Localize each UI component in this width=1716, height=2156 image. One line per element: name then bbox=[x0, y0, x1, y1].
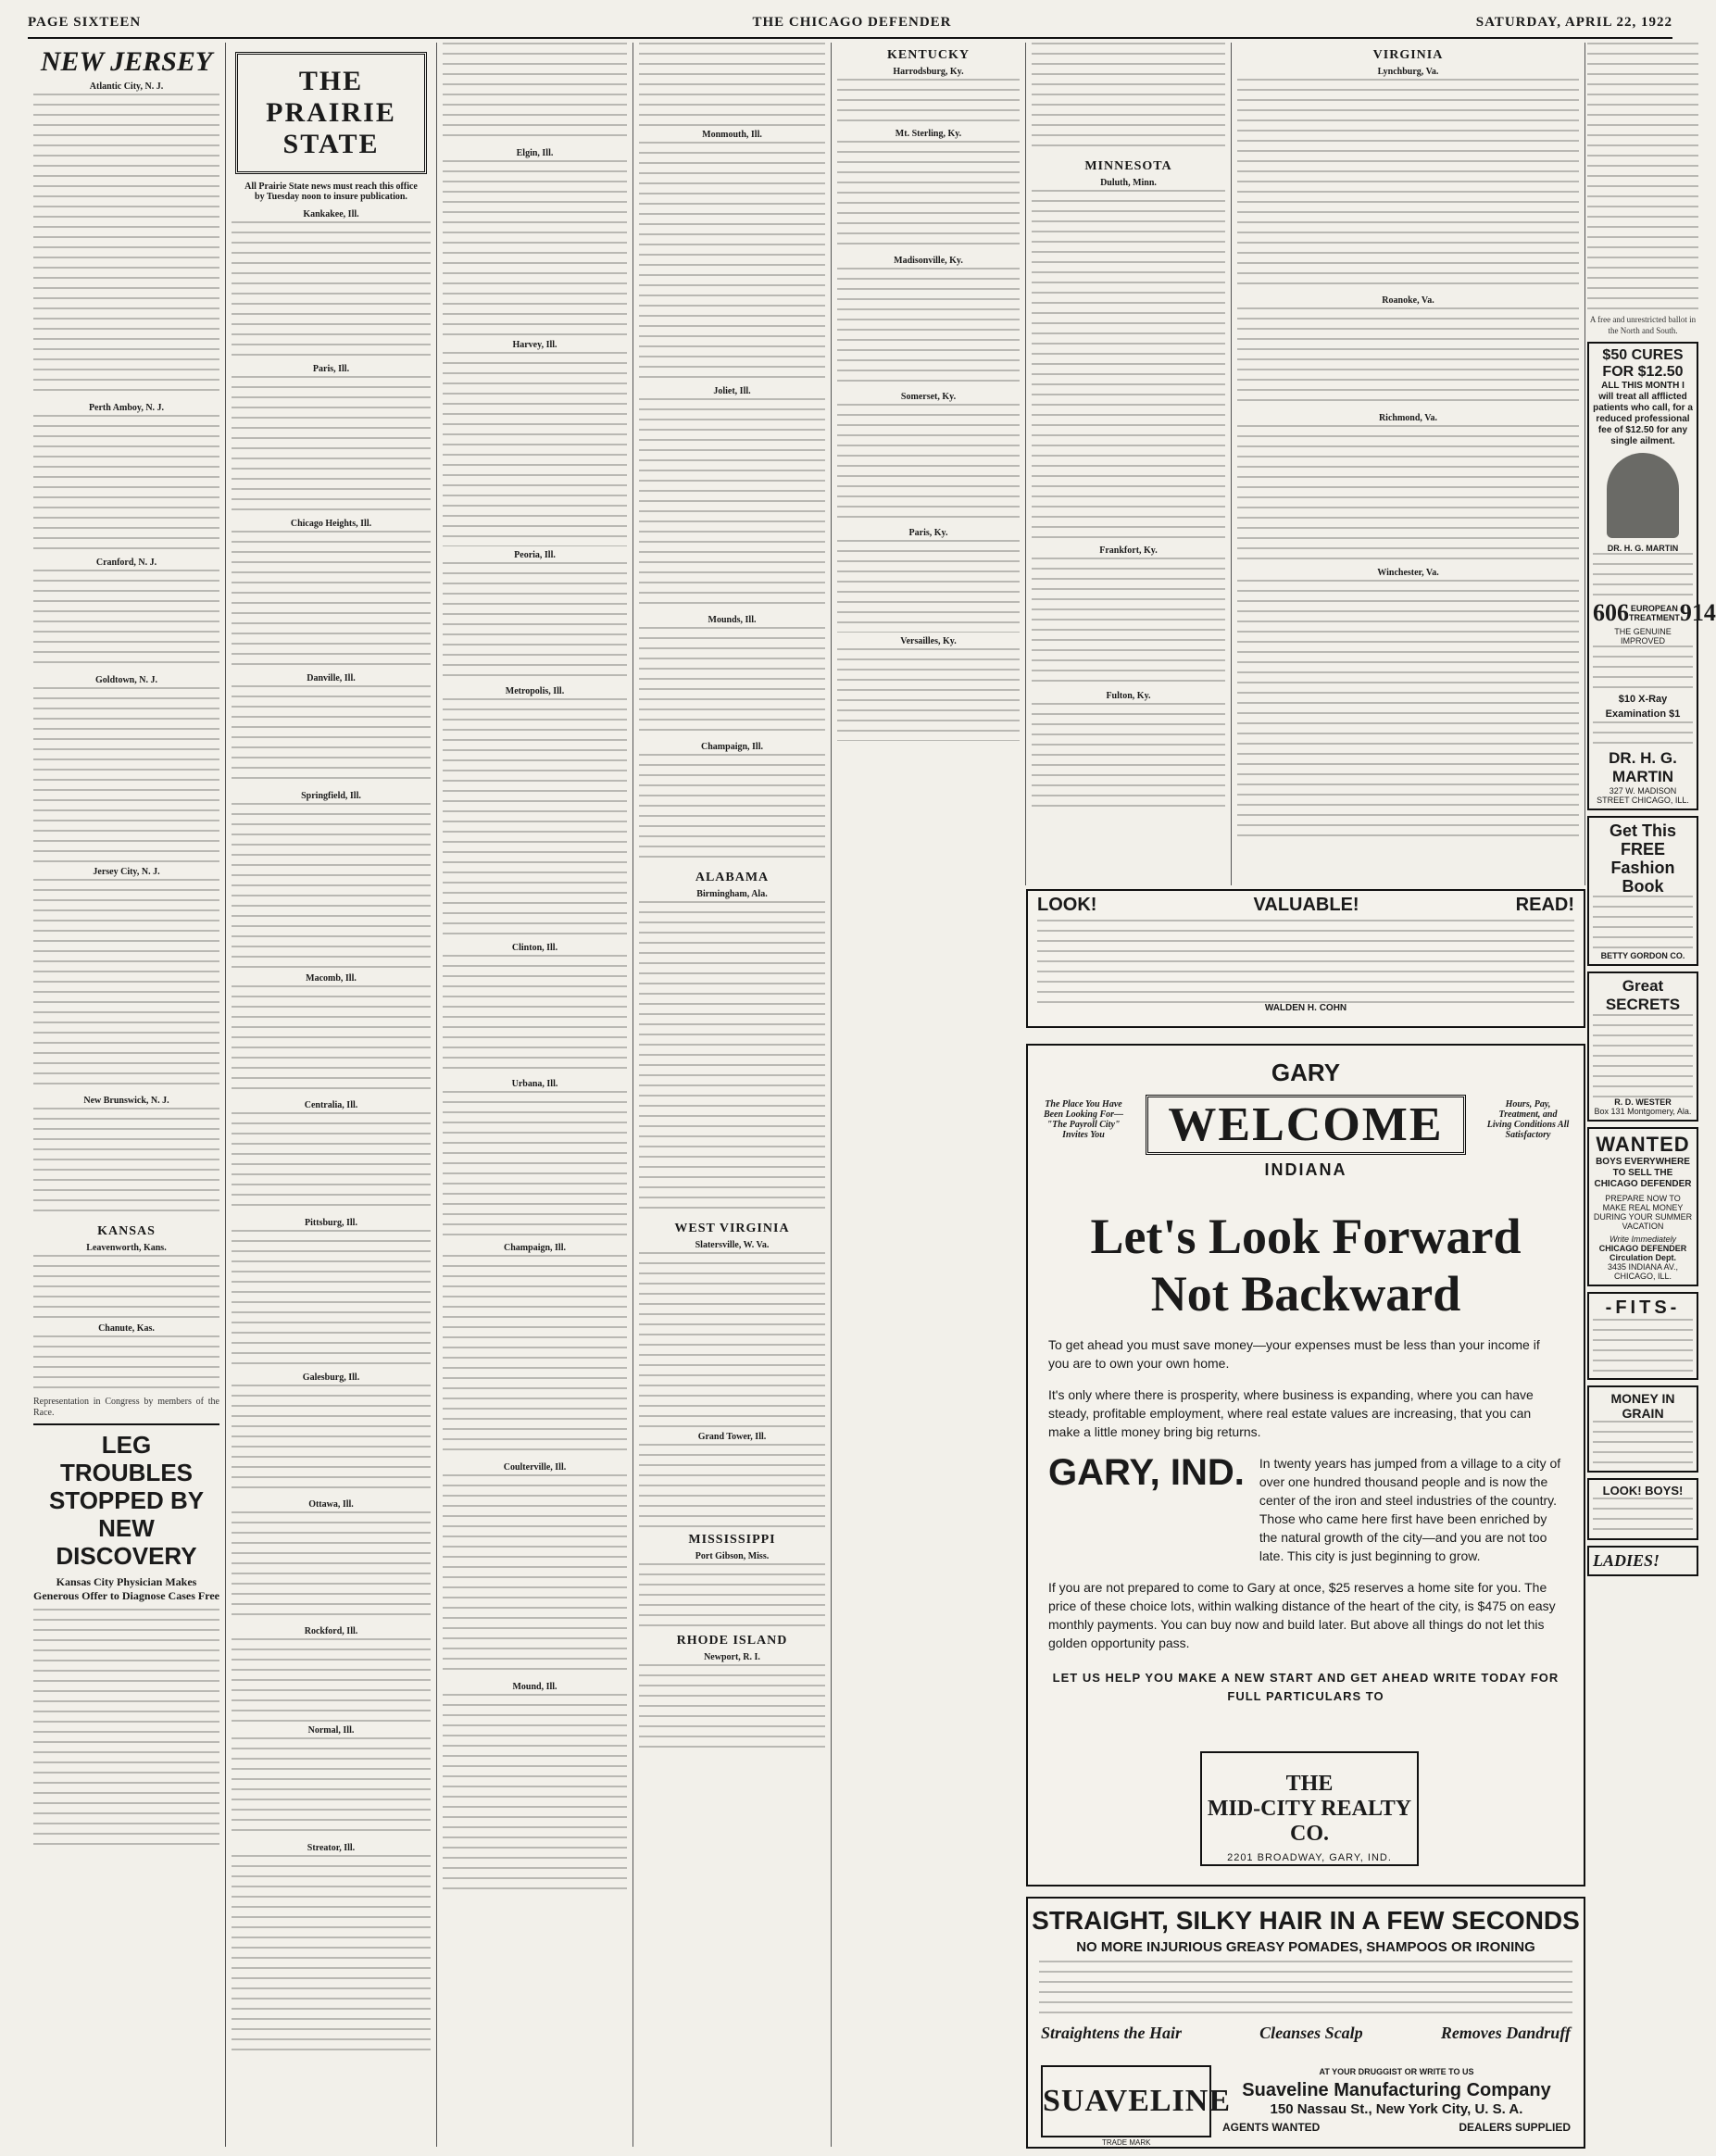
prairie-state-note: All Prairie State news must reach this office by Tuesday noon to insure publication. bbox=[244, 182, 418, 202]
suaveline-ad bbox=[1026, 1897, 1585, 2149]
leg-troubles-subhead: Kansas City Physician Makes Generous Offer to Diagnose Cases Free bbox=[33, 1575, 219, 1602]
look-word: LOOK! bbox=[1037, 895, 1097, 915]
boys-headline: LOOK! BOYS! bbox=[1602, 1484, 1684, 1498]
gary-paragraph-4: If you are not prepared to come to Gary at once, $25 reserves a home site for you. The price of these choice lots, within walking distance of the heart of the city, is $475 on easy monthly payments. You can buy now and build later. But above all things do not let this golden opportunity pass. bbox=[1048, 1580, 1556, 1650]
article-text bbox=[639, 1252, 825, 1428]
article-text bbox=[837, 141, 1020, 252]
article-text bbox=[443, 1694, 627, 1898]
town-heading: Perth Amboy, N. J. bbox=[88, 403, 165, 413]
article-text bbox=[232, 1638, 431, 1722]
fashion-company: BETTY GORDON CO. bbox=[1600, 951, 1685, 960]
great-secrets-ad bbox=[1587, 971, 1698, 1122]
genuine-improved: THE GENUINE IMPROVED bbox=[1614, 627, 1672, 646]
num-606: 606 bbox=[1593, 599, 1629, 626]
article-text bbox=[443, 562, 627, 683]
article-text bbox=[33, 570, 219, 671]
town-heading: Galesburg, Ill. bbox=[302, 1373, 360, 1383]
column-prairie-state bbox=[226, 43, 437, 2147]
article-text bbox=[639, 1563, 825, 1628]
article-text bbox=[232, 221, 431, 360]
article-text bbox=[837, 268, 1020, 388]
suaveline-logo: SUAVELINE bbox=[1041, 2065, 1211, 2137]
column-illinois-continued bbox=[437, 43, 633, 2147]
town-heading: Lynchburg, Va. bbox=[1377, 67, 1439, 77]
article-text bbox=[232, 376, 431, 515]
martin-name: DR. H. G. MARTIN bbox=[1609, 749, 1677, 785]
boys-ad bbox=[1587, 1478, 1698, 1540]
town-heading: Newport, R. I. bbox=[704, 1652, 760, 1662]
article-text bbox=[837, 648, 1020, 741]
article-text bbox=[1032, 703, 1225, 814]
druggist-line: AT YOUR DRUGGIST OR WRITE TO US bbox=[1319, 2067, 1474, 2076]
article-text bbox=[33, 1108, 219, 1219]
article-text bbox=[232, 1737, 431, 1839]
state-heading-minnesota: MINNESOTA bbox=[1084, 159, 1172, 173]
gary-welcome: WELCOME bbox=[1146, 1095, 1466, 1155]
ad-body-text bbox=[1039, 1961, 1572, 2018]
town-heading: Champaign, Ill. bbox=[504, 1243, 566, 1253]
ad-signature: WALDEN H. COHN bbox=[1264, 1003, 1347, 1013]
gary-paragraph-2: It's only where there is prosperity, where business is expanding, where you can have steady, profitable employment, where real estate values are increasing, that you can make a little money bring big returns. bbox=[1048, 1387, 1534, 1439]
column-virginia-right bbox=[1232, 43, 1585, 885]
town-heading: Somerset, Ky. bbox=[900, 392, 957, 402]
article-text bbox=[1237, 79, 1579, 292]
article-text bbox=[639, 901, 825, 1216]
article-text bbox=[1587, 43, 1698, 311]
article-text bbox=[443, 1474, 627, 1678]
fashion-headline: Get This FREE Fashion Book bbox=[1609, 821, 1676, 896]
town-heading: Leavenworth, Kans. bbox=[86, 1243, 167, 1253]
article-text bbox=[443, 698, 627, 939]
town-heading: Mounds, Ill. bbox=[708, 615, 757, 625]
town-heading: Chanute, Kas. bbox=[98, 1323, 155, 1334]
grain-headline: MONEY IN GRAIN bbox=[1610, 1391, 1675, 1421]
tag-cleanses: Cleanses Scalp bbox=[1259, 2024, 1363, 2042]
town-heading: Paris, Ky. bbox=[908, 528, 948, 538]
martin-address: 327 W. MADISON STREET CHICAGO, ILL. bbox=[1597, 786, 1689, 805]
dealers-supplied: DEALERS SUPPLIED bbox=[1459, 2121, 1571, 2134]
article-text bbox=[1032, 558, 1225, 687]
article-text bbox=[639, 627, 825, 738]
suaveline-subhead: NO MORE INJURIOUS GREASY POMADES, SHAMPOOS OR IRONING bbox=[1076, 1939, 1535, 1955]
town-heading: Harvey, Ill. bbox=[512, 340, 557, 350]
article-text bbox=[639, 1444, 825, 1527]
article-text bbox=[639, 398, 825, 611]
column-right-ads bbox=[1585, 43, 1716, 2147]
article-text bbox=[443, 43, 627, 144]
num-914: 914 bbox=[1679, 599, 1716, 626]
state-heading-mississippi: MISSISSIPPI bbox=[688, 1533, 776, 1547]
column-mixed-states bbox=[633, 43, 832, 2147]
article-text bbox=[1032, 43, 1225, 154]
doctor-caption: DR. H. G. MARTIN bbox=[1607, 544, 1679, 553]
article-text bbox=[232, 1230, 431, 1369]
state-heading-virginia: VIRGINIA bbox=[1372, 48, 1444, 62]
town-heading: Kankakee, Ill. bbox=[303, 209, 359, 219]
secrets-headline: Great SECRETS bbox=[1605, 977, 1681, 1013]
newspaper-name: THE CHICAGO DEFENDER bbox=[752, 15, 952, 30]
article-text bbox=[232, 1511, 431, 1623]
ad-body-text bbox=[1593, 553, 1693, 599]
wanted-headline: WANTED bbox=[1596, 1133, 1690, 1156]
town-heading: Streator, Ill. bbox=[307, 1843, 356, 1853]
ad-body-text bbox=[1593, 1319, 1693, 1374]
article-text bbox=[443, 352, 627, 546]
town-heading: Danville, Ill. bbox=[307, 673, 356, 683]
page-label: PAGE SIXTEEN bbox=[28, 15, 142, 30]
article-text bbox=[443, 955, 627, 1075]
cures-sub: ALL THIS MONTH I will treat all afflicted patients who call, for a reduced professional fee of $12.50 for any single ailment. bbox=[1593, 381, 1693, 446]
trademark-label: TRADE MARK bbox=[1102, 2138, 1151, 2147]
ad-body-text bbox=[1593, 646, 1693, 692]
town-heading: Rockford, Ill. bbox=[304, 1626, 358, 1636]
town-heading: Fulton, Ky. bbox=[1106, 691, 1151, 701]
town-heading: Birmingham, Ala. bbox=[696, 889, 768, 899]
wanted-address: 3435 INDIANA AV., CHICAGO, ILL. bbox=[1607, 1262, 1679, 1281]
town-heading: Madisonville, Ky. bbox=[894, 256, 963, 266]
agents-wanted: AGENTS WANTED bbox=[1222, 2121, 1321, 2134]
town-heading: Springfield, Ill. bbox=[301, 791, 361, 801]
town-heading: Harrodsburg, Ky. bbox=[893, 67, 964, 77]
ballot-note: A free and unrestricted ballot in the North and South. bbox=[1589, 315, 1697, 335]
article-text bbox=[232, 531, 431, 670]
town-heading: Atlantic City, N. J. bbox=[89, 81, 164, 92]
gary-city: GARY bbox=[1271, 1059, 1341, 1086]
town-heading: Grand Tower, Ill. bbox=[697, 1432, 767, 1442]
town-heading: Paris, Ill. bbox=[312, 364, 350, 374]
state-heading-kentucky: KENTUCKY bbox=[887, 48, 970, 62]
town-heading: Clinton, Ill. bbox=[511, 943, 558, 953]
article-text bbox=[33, 1255, 219, 1320]
town-heading: Mound, Ill. bbox=[512, 1682, 557, 1692]
article-text bbox=[232, 685, 431, 787]
ad-body-text bbox=[1037, 920, 1574, 1003]
article-text bbox=[443, 1255, 627, 1459]
town-heading: Peoria, Ill. bbox=[514, 550, 556, 560]
wanted-ad bbox=[1587, 1127, 1698, 1286]
article-text bbox=[837, 404, 1020, 524]
fits-headline: -FITS- bbox=[1605, 1297, 1681, 1318]
masthead bbox=[28, 13, 1672, 39]
state-heading-rhode-island: RHODE ISLAND bbox=[676, 1634, 788, 1648]
town-heading: Duluth, Minn. bbox=[1100, 178, 1157, 188]
town-heading: Macomb, Ill. bbox=[306, 973, 357, 984]
town-heading: Slatersville, W. Va. bbox=[695, 1240, 770, 1250]
town-heading: Roanoke, Va. bbox=[1382, 295, 1434, 306]
realty-name: MID-CITY REALTY CO. bbox=[1207, 1797, 1412, 1846]
suaveline-company: Suaveline Manufacturing Company bbox=[1242, 2080, 1551, 2100]
article-text bbox=[1032, 190, 1225, 542]
article-text bbox=[33, 94, 219, 399]
article-text bbox=[232, 1112, 431, 1214]
gary-side-left: The Place You Have Been Looking For— "The Payroll City" Invites You bbox=[1043, 1099, 1124, 1140]
tag-removes: Removes Dandruff bbox=[1440, 2024, 1571, 2042]
ad-body-text bbox=[1593, 896, 1693, 951]
article-text bbox=[33, 415, 219, 554]
gary-headline-2: Not Backward bbox=[1150, 1266, 1461, 1322]
wanted-dept: CHICAGO DEFENDER Circulation Dept. bbox=[1598, 1244, 1687, 1262]
town-heading: Ottawa, Ill. bbox=[308, 1499, 354, 1510]
town-heading: Champaign, Ill. bbox=[701, 742, 763, 752]
town-heading: Chicago Heights, Ill. bbox=[290, 519, 372, 529]
wanted-mid: PREPARE NOW TO MAKE REAL MONEY DURING YOUR SUMMER VACATION bbox=[1593, 1194, 1693, 1231]
gary-call-to-action: LET US HELP YOU MAKE A NEW START AND GET AHEAD WRITE TODAY FOR FULL PARTICULARS TO bbox=[1052, 1671, 1559, 1703]
article-text bbox=[443, 160, 627, 336]
article-text bbox=[443, 1091, 627, 1239]
town-heading: Richmond, Va. bbox=[1378, 413, 1438, 423]
article-text bbox=[1237, 580, 1579, 839]
mid-city-realty-box bbox=[1200, 1751, 1419, 1866]
article-text bbox=[639, 142, 825, 382]
ad-body-text bbox=[1593, 1421, 1693, 1467]
ladies-headline: LADIES! bbox=[1593, 1551, 1660, 1570]
gary-paragraph-3: In twenty years has jumped from a village to a city of over one hundred thousand people and is now the center of the iron and steel industries of the country. Those who came here first have been enriched by the natural growth of the city—and you are not too late. This city is just beginning to grow. bbox=[1259, 1456, 1561, 1563]
secrets-address: Box 131 Montgomery, Ala. bbox=[1594, 1107, 1692, 1116]
town-heading: Centralia, Ill. bbox=[304, 1100, 358, 1110]
article-text bbox=[33, 1609, 219, 1849]
european-treatment: EUROPEAN TREATMENT bbox=[1629, 604, 1680, 622]
fashion-book-ad bbox=[1587, 816, 1698, 966]
look-valuable-ad bbox=[1026, 889, 1585, 1028]
town-heading: Metropolis, Ill. bbox=[505, 686, 565, 696]
town-heading: Cranford, N. J. bbox=[95, 558, 157, 568]
fits-ad bbox=[1587, 1292, 1698, 1380]
ladies-ad bbox=[1587, 1546, 1698, 1576]
state-heading-new-jersey: NEW JERSEY bbox=[40, 46, 213, 77]
article-text bbox=[837, 540, 1020, 633]
column-kentucky bbox=[832, 43, 1026, 885]
gary-ind-big: GARY, IND. bbox=[1048, 1452, 1245, 1493]
suaveline-address: 150 Nassau St., New York City, U. S. A. bbox=[1270, 2101, 1523, 2117]
article-text bbox=[33, 879, 219, 1092]
town-heading: Versailles, Ky. bbox=[900, 636, 957, 646]
article-text bbox=[232, 985, 431, 1097]
realty-the: THE bbox=[1285, 1772, 1334, 1796]
article-text bbox=[232, 803, 431, 970]
secrets-company: R. D. WESTER bbox=[1614, 1097, 1672, 1107]
article-text bbox=[232, 1855, 431, 2059]
town-heading: Urbana, Ill. bbox=[511, 1079, 558, 1089]
gary-state: INDIANA bbox=[1264, 1160, 1347, 1179]
article-text bbox=[837, 79, 1020, 125]
representation-note: Representation in Congress by members of the Race. bbox=[33, 1397, 219, 1418]
gary-paragraph-1: To get ahead you must save money—your expenses must be less than your income if you are to own your own home. bbox=[1048, 1337, 1540, 1371]
town-heading: Normal, Ill. bbox=[307, 1725, 355, 1736]
town-heading: Monmouth, Ill. bbox=[702, 130, 762, 140]
town-heading: Port Gibson, Miss. bbox=[695, 1551, 770, 1561]
leg-troubles-headline: LEG TROUBLES STOPPED BY NEW DISCOVERY bbox=[33, 1423, 219, 1570]
doctor-portrait bbox=[1607, 453, 1679, 538]
cures-headline: $50 CURES FOR $12.50 bbox=[1602, 347, 1684, 380]
article-text bbox=[639, 1664, 825, 1748]
town-heading: Winchester, Va. bbox=[1377, 568, 1439, 578]
prairie-state-title: THE PRAIRIE STATE bbox=[235, 52, 427, 174]
gary-realty-ad bbox=[1026, 1044, 1585, 1886]
ad-body-text bbox=[1593, 1498, 1693, 1535]
gary-headline-1: Let's Look Forward bbox=[1090, 1209, 1522, 1264]
tag-straightens: Straightens the Hair bbox=[1041, 2024, 1183, 2042]
town-heading: Coulterville, Ill. bbox=[503, 1462, 567, 1473]
article-text bbox=[639, 754, 825, 865]
state-heading-kansas: KANSAS bbox=[97, 1224, 156, 1238]
column-new-jersey bbox=[28, 43, 226, 2147]
wanted-sub: BOYS EVERYWHERE TO SELL THE CHICAGO DEFENDER bbox=[1594, 1157, 1692, 1189]
article-text bbox=[639, 43, 825, 126]
town-heading: Mt. Sterling, Ky. bbox=[895, 129, 962, 139]
read-word: READ! bbox=[1515, 895, 1574, 915]
article-text bbox=[232, 1385, 431, 1496]
issue-date: SATURDAY, APRIL 22, 1922 bbox=[1475, 15, 1672, 30]
town-heading: Pittsburg, Ill. bbox=[305, 1218, 357, 1228]
town-heading: New Brunswick, N. J. bbox=[83, 1096, 169, 1106]
cures-ad bbox=[1587, 342, 1716, 810]
gary-side-right: Hours, Pay, Treatment, and Living Conditions All Satisfactory bbox=[1486, 1099, 1570, 1140]
article-text bbox=[1237, 425, 1579, 564]
article-text bbox=[1237, 307, 1579, 409]
town-heading: Frankfort, Ky. bbox=[1099, 545, 1158, 556]
town-heading: Goldtown, N. J. bbox=[95, 675, 157, 685]
column-virginia bbox=[1026, 43, 1232, 885]
town-heading: Joliet, Ill. bbox=[713, 386, 751, 396]
article-text bbox=[33, 1335, 219, 1391]
state-heading-alabama: ALABAMA bbox=[695, 871, 770, 884]
grain-ad bbox=[1587, 1385, 1698, 1473]
ad-body-text bbox=[1593, 721, 1693, 749]
town-heading: Elgin, Ill. bbox=[516, 148, 554, 158]
ad-body-text bbox=[1593, 1014, 1693, 1097]
wanted-write: Write Immediately bbox=[1609, 1235, 1676, 1244]
suaveline-headline: STRAIGHT, SILKY HAIR IN A FEW SECONDS bbox=[1032, 1906, 1580, 1935]
article-text bbox=[33, 687, 219, 863]
state-heading-west-virginia: WEST VIRGINIA bbox=[674, 1222, 790, 1235]
realty-address: 2201 BROADWAY, GARY, IND. bbox=[1227, 1852, 1392, 1863]
valuable-word: VALUABLE! bbox=[1253, 895, 1359, 915]
town-heading: Jersey City, N. J. bbox=[93, 867, 160, 877]
xray-line: $10 X-Ray Examination $1 bbox=[1605, 694, 1681, 720]
